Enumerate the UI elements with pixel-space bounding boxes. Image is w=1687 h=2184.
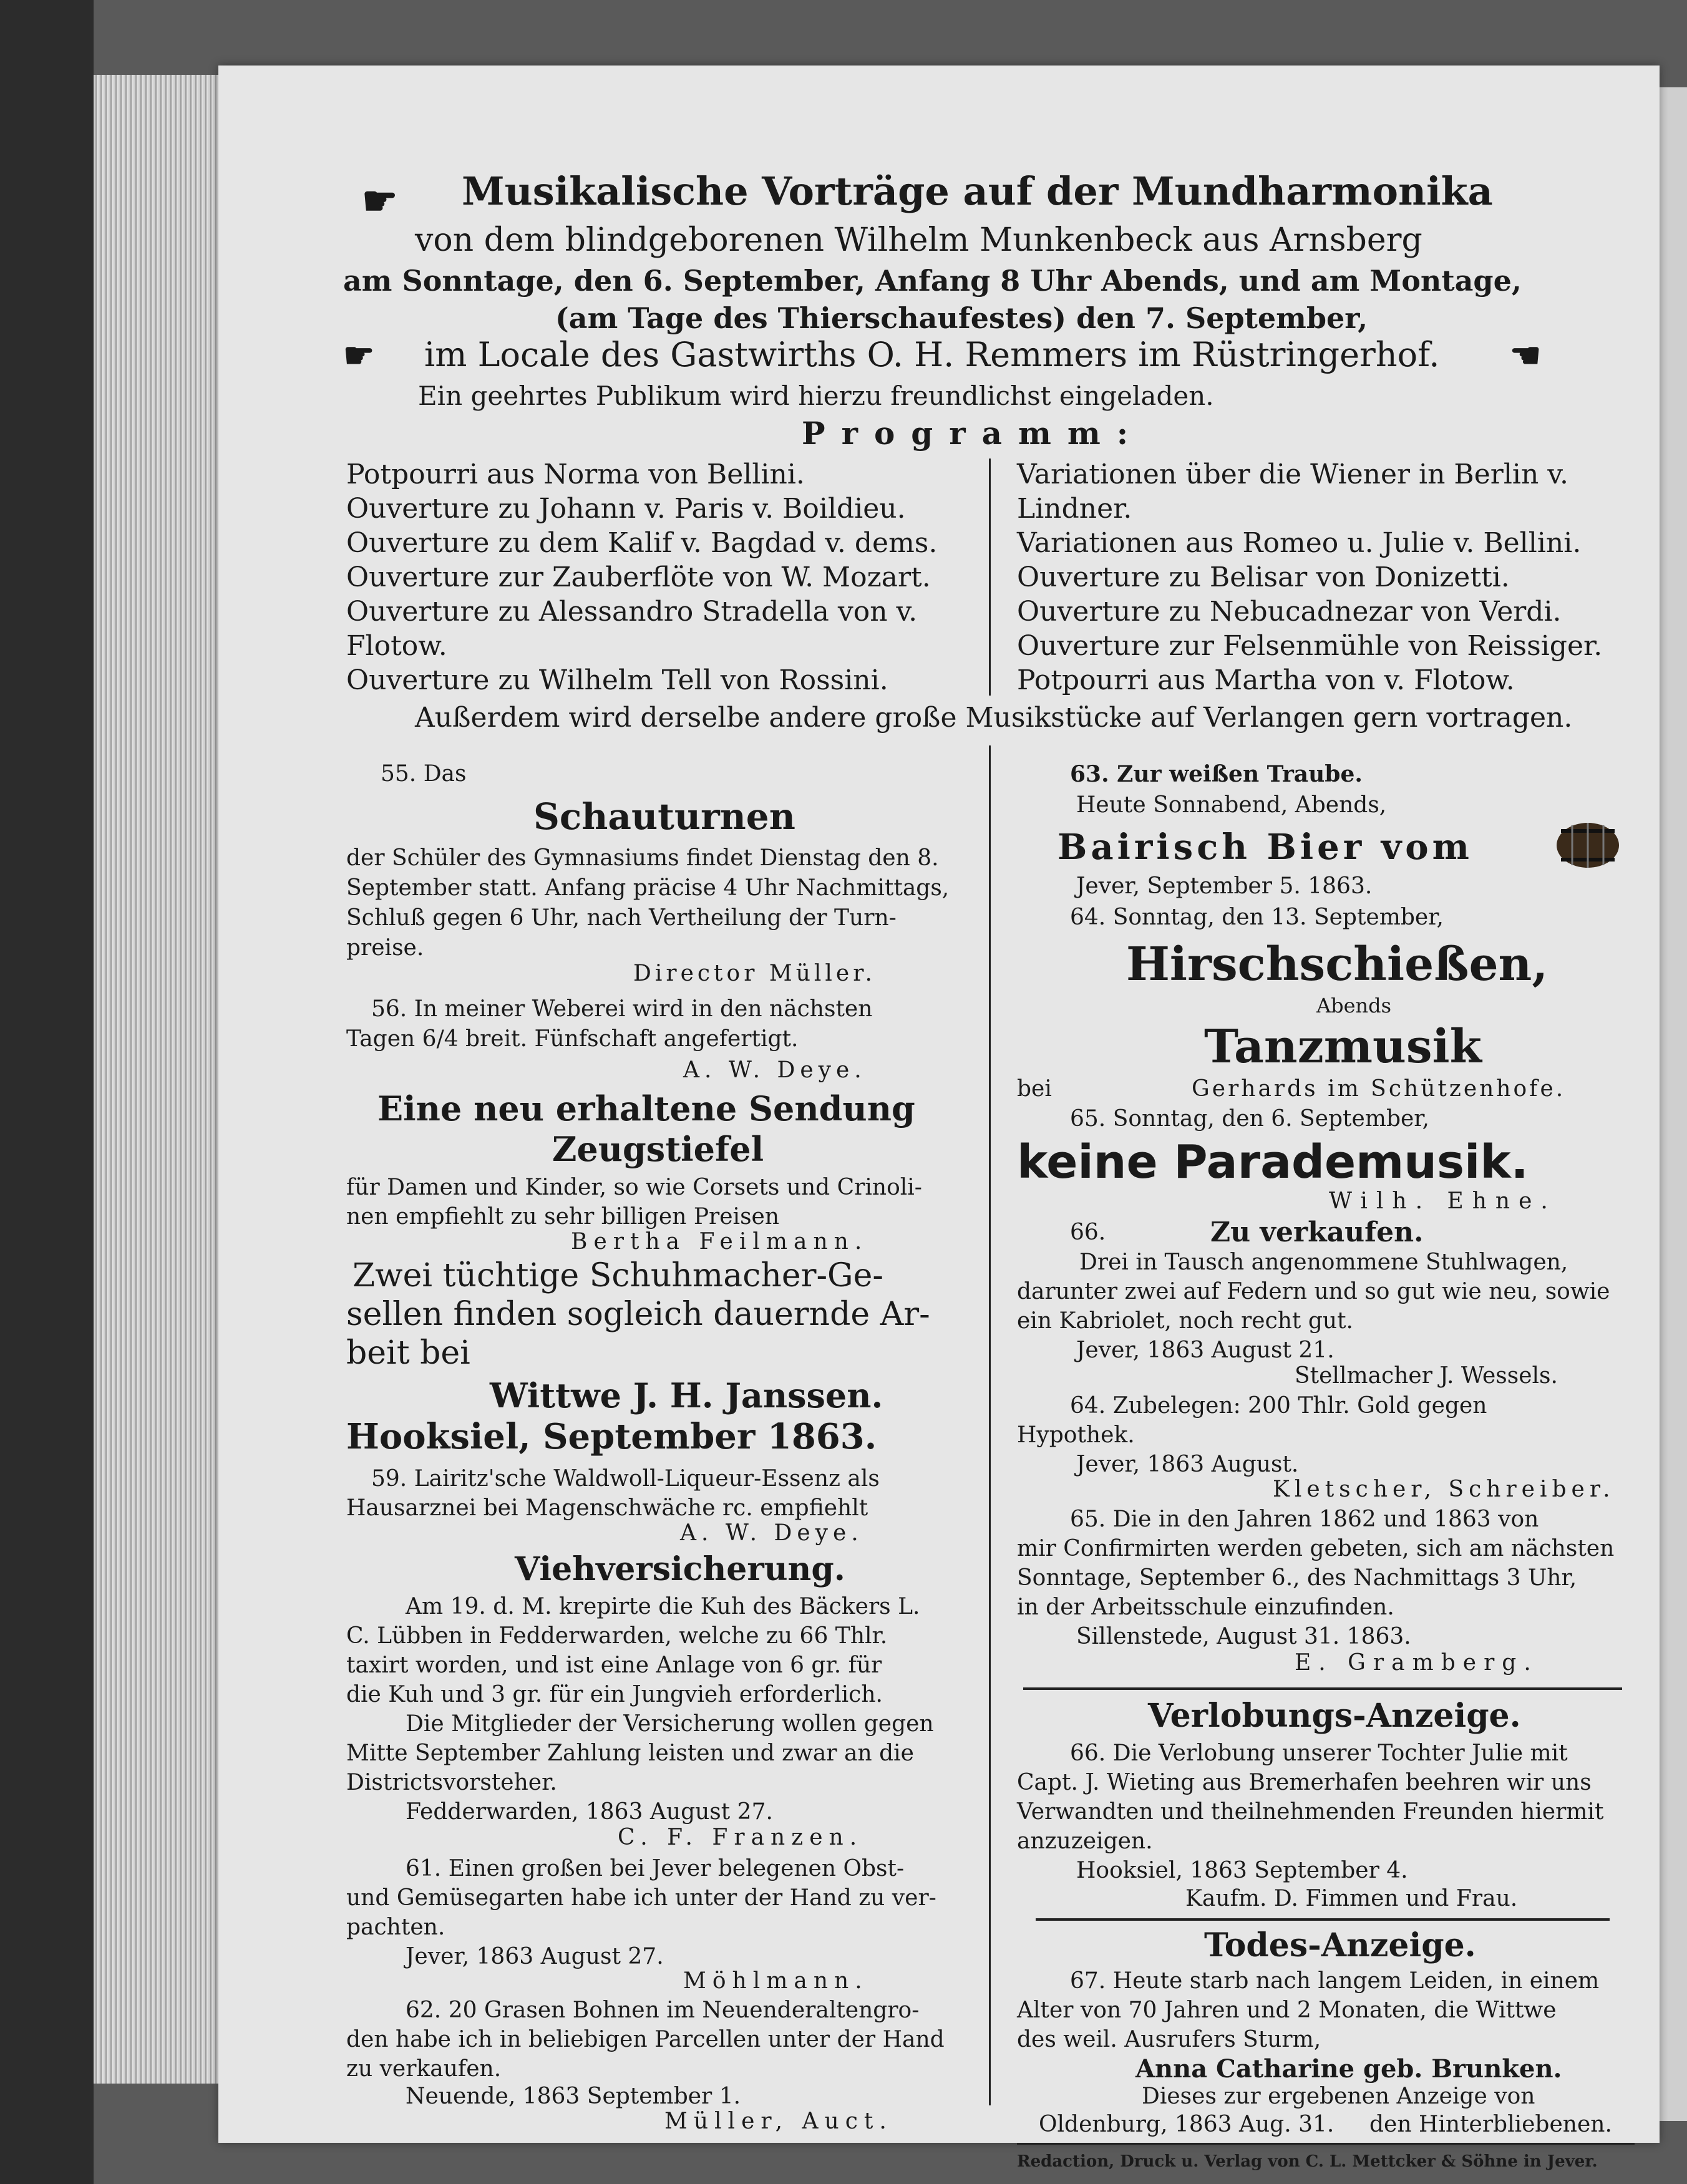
sending-title-2: Zeugstiefel xyxy=(552,1129,764,1169)
header-line3: am Sonntage, den 6. September, Anfang 8 Uhr Abends, und am Montage, xyxy=(343,264,1522,298)
ad62-line1: 62. 20 Grasen Bohnen im Neuenderaltengro- xyxy=(406,1997,920,2023)
ad64-location: Gerhards im Schützenhofe. xyxy=(1192,1076,1566,1102)
ad64-tanzmusik: Tanzmusik xyxy=(1204,1020,1482,1074)
vieh-line3: taxirt worden, und ist eine Anlage von 6 gr. für xyxy=(346,1653,882,1678)
ad64-title: Hirschschießen, xyxy=(1126,938,1548,991)
newspaper-page xyxy=(218,66,1660,2171)
program-right-2: Variationen aus Romeo u. Julie v. Bellini. xyxy=(1017,527,1582,559)
vieh-title: Viehversicherung. xyxy=(515,1550,845,1588)
column-divider xyxy=(989,745,991,2105)
ad62-line4: Neuende, 1863 September 1. xyxy=(406,2084,741,2109)
vieh-line8: Fedderwarden, 1863 August 27. xyxy=(406,1799,773,1825)
ad62-line3: zu verkaufen. xyxy=(346,2056,502,2082)
ad61-line4: Jever, 1863 August 27. xyxy=(406,1944,664,1969)
program-left-6: Ouverture zu Wilhelm Tell von Rossini. xyxy=(346,664,888,696)
verlobung-line4: anzuzeigen. xyxy=(1017,1828,1153,1854)
ad63-title: 63. Zur weißen Traube. xyxy=(1070,761,1363,787)
verlobung-signature: Kaufm. D. Fimmen und Frau. xyxy=(1185,1886,1518,1911)
ad61-line2: und Gemüsegarten habe ich unter der Hand zu ver- xyxy=(346,1885,936,1911)
schuh-line4: Wittwe J. H. Janssen. xyxy=(490,1376,883,1415)
ad64b-signature: Kletscher, Schreiber. xyxy=(1273,1477,1615,1502)
schuh-line5: Hooksiel, September 1863. xyxy=(346,1416,877,1457)
todes-line5: Dieses zur ergebenen Anzeige von xyxy=(1142,2084,1535,2109)
book-spine-shadow xyxy=(0,0,94,2184)
program-right-0: Variationen über die Wiener in Berlin v. xyxy=(1017,459,1568,490)
ad65b-signature: E. Gramberg. xyxy=(1295,1650,1539,1676)
vieh-signature: C. F. Franzen. xyxy=(618,1825,863,1850)
rule-todes xyxy=(1036,1918,1610,1921)
vieh-line7: Districtsvorsteher. xyxy=(346,1770,557,1795)
ad56-line1: 56. In meiner Weberei wird in den nächsten xyxy=(371,996,873,1022)
ad61-line3: pachten. xyxy=(346,1915,445,1940)
vieh-line4: die Kuh und 3 gr. für ein Jungvieh erforderlich. xyxy=(346,1682,883,1707)
ad64b-line2: Hypothek. xyxy=(1017,1422,1135,1448)
vieh-line1: Am 19. d. M. krepirte die Kuh des Bäckers L. xyxy=(406,1594,920,1619)
todes-line2: Alter von 70 Jahren und 2 Monaten, die Wittwe xyxy=(1017,1997,1557,2023)
ad55-line4: preise. xyxy=(346,935,424,961)
ad55-number: 55. Das xyxy=(381,761,467,787)
ad64-line1: 64. Sonntag, den 13. September, xyxy=(1070,905,1444,930)
facing-page-edge xyxy=(1660,87,1687,2121)
todes-line4: Anna Catharine geb. Brunken. xyxy=(1135,2054,1562,2084)
header-line2: von dem blindgeborenen Wilhelm Munkenbeck aus Arnsberg xyxy=(415,221,1422,259)
ad62-line2: den habe ich in beliebigen Parcellen unter der Hand xyxy=(346,2027,945,2052)
program-right-1: Lindner. xyxy=(1017,493,1132,525)
program-left-3: Ouverture zur Zauberflöte von W. Mozart. xyxy=(346,561,931,593)
ad64-bei: bei xyxy=(1017,1076,1052,1102)
verlobung-line2: Capt. J. Wieting aus Bremerhafen beehren wir uns xyxy=(1017,1770,1592,1795)
vieh-line2: C. Lübben in Fedderwarden, welche zu 66 Thlr. xyxy=(346,1623,888,1649)
ad63-line1: Heute Sonnabend, Abends, xyxy=(1076,792,1387,818)
program-right-5: Ouverture zur Felsenmühle von Reissiger. xyxy=(1017,630,1603,662)
ad65b-line1: 65. Die in den Jahren 1862 und 1863 von xyxy=(1070,1507,1539,1532)
program-left-1: Ouverture zu Johann v. Paris v. Boildieu. xyxy=(346,493,906,525)
program-left-4: Ouverture zu Alessandro Stradella von v. xyxy=(346,596,918,628)
program-footer: Außerdem wird derselbe andere große Musikstücke auf Verlangen gern vortragen. xyxy=(415,702,1573,734)
header-line4: (am Tage des Thierschaufestes) den 7. September, xyxy=(555,301,1368,335)
vieh-line5: Die Mitglieder der Versicherung wollen gegen xyxy=(406,1711,934,1737)
schuh-line2: sellen finden sogleich dauernde Ar- xyxy=(346,1296,930,1333)
header-title: Musikalische Vorträge auf der Mundharmonika xyxy=(462,168,1493,214)
ad65-signature: Wilh. Ehne. xyxy=(1329,1188,1557,1214)
book-page-edges xyxy=(94,75,231,2084)
ad66-signature: Stellmacher J. Wessels. xyxy=(1295,1363,1558,1389)
sending-title-1: Eine neu erhaltene Sendung xyxy=(377,1089,915,1128)
header-line5: im Locale des Gastwirths O. H. Remmers im Rüstringerhof. xyxy=(424,335,1440,374)
ad66-line3: ein Kabriolet, noch recht gut. xyxy=(1017,1308,1353,1334)
todes-line1: 67. Heute starb nach langem Leiden, in einem xyxy=(1070,1968,1600,1994)
program-left-5: Flotow. xyxy=(346,630,447,662)
sending-line2: nen empfiehlt zu sehr billigen Preisen xyxy=(346,1204,780,1230)
ad64b-line3: Jever, 1863 August. xyxy=(1076,1452,1299,1477)
ad61-line1: 61. Einen großen bei Jever belegenen Obst- xyxy=(406,1856,905,1881)
imprint: Redaction, Druck u. Verlag von C. L. Mettcker & Söhne in Jever. xyxy=(1017,2152,1598,2171)
todes-line6a: Oldenburg, 1863 Aug. 31. xyxy=(1039,2112,1335,2137)
verlobung-line5: Hooksiel, 1863 September 4. xyxy=(1076,1858,1408,1883)
ad65b-line3: Sonntage, September 6., des Nachmittags 3 Uhr, xyxy=(1017,1565,1577,1591)
ad61-signature: Möhlmann. xyxy=(683,1968,868,1994)
ad56-signature: A. W. Deye. xyxy=(683,1057,867,1083)
programm-heading: Programm: xyxy=(802,415,1145,452)
schuh-line1: Zwei tüchtige Schuhmacher-Ge- xyxy=(352,1257,883,1294)
ad64-abends: Abends xyxy=(1316,994,1392,1017)
program-left-2: Ouverture zu dem Kalif v. Bagdad v. dems. xyxy=(346,527,938,559)
rule-verlobung xyxy=(1023,1687,1622,1690)
ad66-number: 66. xyxy=(1070,1220,1106,1245)
ad63-line3: Jever, September 5. 1863. xyxy=(1076,873,1373,899)
ad62-signature: Müller, Auct. xyxy=(664,2109,893,2134)
ad55-line1: der Schüler des Gymnasiums findet Dienstag den 8. xyxy=(346,845,939,871)
rule-imprint xyxy=(1017,2143,1635,2145)
hand-icon-left: ☛ xyxy=(343,335,375,376)
ad55-line3: Schluß gegen 6 Uhr, nach Vertheilung der Turn- xyxy=(346,905,897,931)
verlobung-line1: 66. Die Verlobung unserer Tochter Julie mit xyxy=(1070,1740,1568,1766)
ad66-line4: Jever, 1863 August 21. xyxy=(1076,1337,1335,1363)
todes-line6b: den Hinterbliebenen. xyxy=(1369,2112,1612,2137)
ad59-line2: Hausarznei bei Magenschwäche rc. empfiehlt xyxy=(346,1495,868,1521)
hand-icon-right: ☚ xyxy=(1510,335,1542,376)
ad65b-line4: in der Arbeitsschule einzufinden. xyxy=(1017,1594,1394,1620)
sending-signature: Bertha Feilmann. xyxy=(571,1229,868,1255)
ad65b-line2: mir Confirmirten werden gebeten, sich am nächsten xyxy=(1017,1536,1615,1561)
program-right-6: Potpourri aus Martha von v. Flotow. xyxy=(1017,664,1515,696)
ad66-line1: Drei in Tausch angenommene Stuhlwagen, xyxy=(1079,1250,1568,1275)
todes-line3: des weil. Ausrufers Sturm, xyxy=(1017,2027,1321,2052)
schuh-line3: beit bei xyxy=(346,1334,470,1372)
verlobung-line3: Verwandten und theilnehmenden Freunden hiermit xyxy=(1017,1799,1604,1825)
vieh-line6: Mitte September Zahlung leisten und zwar an die xyxy=(346,1740,914,1766)
ad59-line1: 59. Lairitz'sche Waldwoll-Liqueur-Essenz als xyxy=(371,1466,880,1492)
program-right-4: Ouverture zu Nebucadnezar von Verdi. xyxy=(1017,596,1562,628)
ad65-title: keine Parademusik. xyxy=(1017,1135,1529,1189)
sending-line1: für Damen und Kinder, so wie Corsets und Crinoli- xyxy=(346,1175,922,1200)
ad64b-line1: 64. Zubelegen: 200 Thlr. Gold gegen xyxy=(1070,1393,1487,1419)
ad55-signature: Director Müller. xyxy=(633,961,876,986)
ad66-title: Zu verkaufen. xyxy=(1210,1216,1424,1248)
ad65b-line5: Sillenstede, August 31. 1863. xyxy=(1076,1624,1411,1649)
beer-barrel-icon xyxy=(1553,820,1622,870)
todes-title: Todes-Anzeige. xyxy=(1204,1926,1476,1964)
ad59-signature: A. W. Deye. xyxy=(680,1520,863,1546)
hand-icon-header: ☛ xyxy=(362,178,398,225)
ad65-line1: 65. Sonntag, den 6. September, xyxy=(1070,1106,1429,1132)
program-left-0: Potpourri aus Norma von Bellini. xyxy=(346,459,805,490)
verlobung-title: Verlobungs-Anzeige. xyxy=(1148,1697,1521,1735)
ad55-line2: September statt. Anfang präcise 4 Uhr Nachmittags, xyxy=(346,875,950,901)
header-line6: Ein geehrtes Publikum wird hierzu freundlichst eingeladen. xyxy=(418,381,1214,411)
ad56-line2: Tagen 6/4 breit. Fünfschaft angefertigt. xyxy=(346,1026,799,1052)
ad55-title: Schauturnen xyxy=(533,795,795,838)
program-right-3: Ouverture zu Belisar von Donizetti. xyxy=(1017,561,1510,593)
program-divider xyxy=(989,459,991,696)
ad63-line2: Bairisch Bier vom xyxy=(1057,827,1473,868)
ad66-line2: darunter zwei auf Federn und so gut wie neu, sowie xyxy=(1017,1279,1610,1304)
